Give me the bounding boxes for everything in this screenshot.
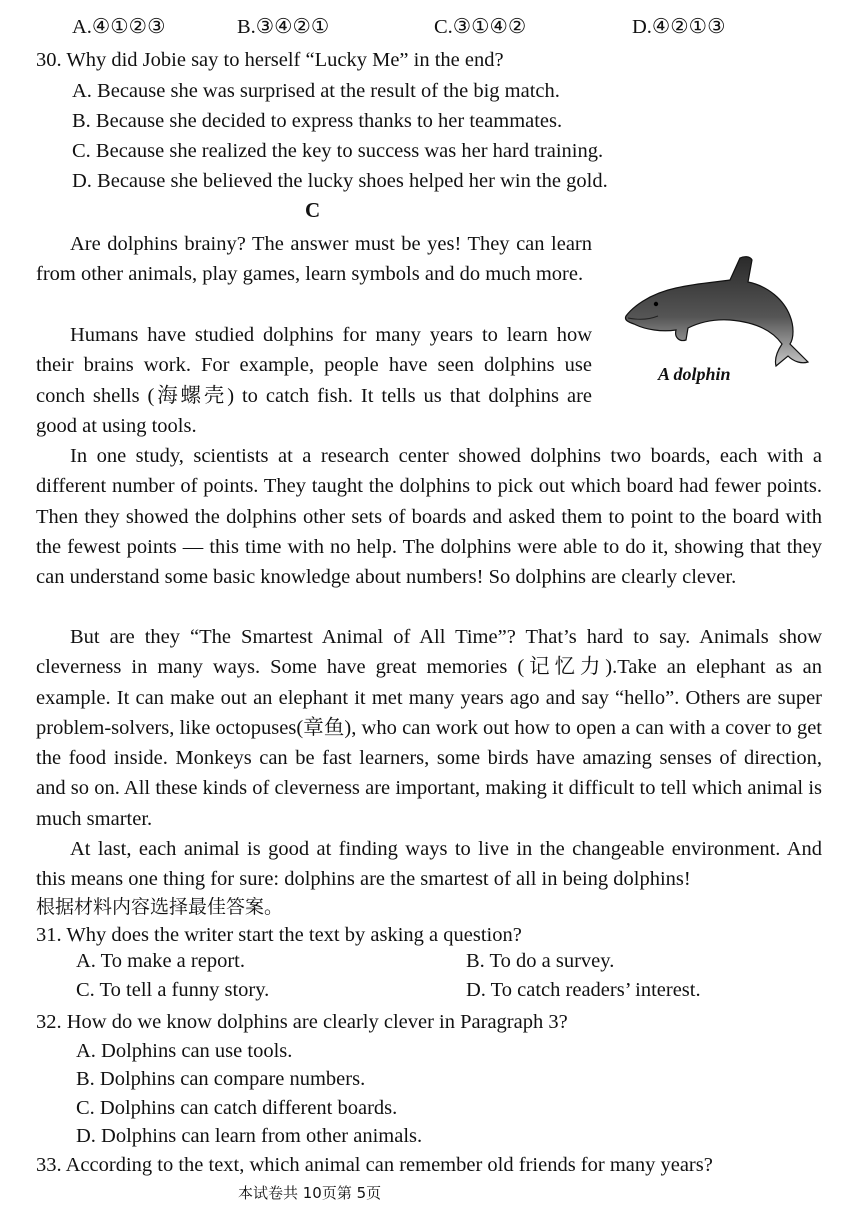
passage-paragraph-5: At last, each animal is good at finding ways to live in the changeable environment. And this means one thing for sure: dolphins are the smartest of all in being dolphins! [36,838,822,891]
q29-option-d: D.④②①③ [632,16,726,38]
q33-stem: 33. According to the text, which animal can remember old friends for many years? [36,1154,713,1176]
passage-paragraph-1: Are dolphins brainy? The answer must be yes! They can learn from other animals, play games, learn symbols and do much more. [36,233,592,286]
passage-paragraph-3: In one study, scientists at a research center showed dolphins two boards, each with a different number of points. They taught the dolphins to pick out which board had fewer points. Then they showed the dolphins other sets of boards and asked them to point to the board with the fewest points — this time with no help. The dolphins were able to do it, showing that they can understand some basic knowledge about numbers! So dolphins are clearly clever. [36,445,822,589]
section-letter: C [305,198,321,222]
q30-option-a: A. Because she was surprised at the result of the big match. [72,80,560,102]
q32-option-a: A. Dolphins can use tools. [76,1040,293,1062]
q29-options [72,14,792,42]
q32-option-b: B. Dolphins can compare numbers. [76,1068,366,1090]
instruction: 根据材料内容选择最佳答案。 [36,896,284,918]
q31-option-c: C. To tell a funny story. [76,979,270,1001]
q31-option-a: A. To make a report. [76,950,245,972]
q31-option-d: D. To catch readers’ interest. [466,979,701,1001]
dolphin-icon [618,250,818,370]
passage-paragraph-2: Humans have studied dolphins for many years to learn how their brains work. For example, people have seen dolphins use conch shells (海螺壳) to catch fish. It tells us that dolphins are good at using tools. [36,324,592,437]
passage-paragraph-4: But are they “The Smartest Animal of All Time”? That’s hard to say. Animals show cleverness in many ways. Some have great memories (记忆力).Take an elephant as an example. It can make out an elephant it met many years ago and say “hello”. Others are super problem-solvers, like octopuses(章鱼), who can work out how to open a can with a cover to get the food inside. Monkeys can be fast learners, some birds have amazing senses of direction, and so on. All these kinds of cleverness are important, making it difficult to tell which animal is much smarter. [36,626,822,830]
q29-option-a: A.④①②③ [72,16,166,38]
q31-stem: 31. Why does the writer start the text by asking a question? [36,924,522,946]
q30-option-d: D. Because she believed the lucky shoes helped her win the gold. [72,170,608,192]
q32-option-c: C. Dolphins can catch different boards. [76,1097,398,1119]
q29-option-b: B.③④②① [237,16,330,38]
image-caption: A dolphin [658,364,731,384]
q30-stem: 30. Why did Jobie say to herself “Lucky Me” in the end? [36,49,504,71]
q32-option-d: D. Dolphins can learn from other animals. [76,1125,423,1147]
q32-stem: 32. How do we know dolphins are clearly clever in Paragraph 3? [36,1011,568,1033]
q31-option-b: B. To do a survey. [466,950,615,972]
q30-option-c: C. Because she realized the key to success was her hard training. [72,140,604,162]
page-footer: 本试卷共 10页第 5页 [238,1184,382,1202]
q29-option-c: C.③①④② [434,16,527,38]
q30-option-b: B. Because she decided to express thanks to her teammates. [72,110,563,132]
